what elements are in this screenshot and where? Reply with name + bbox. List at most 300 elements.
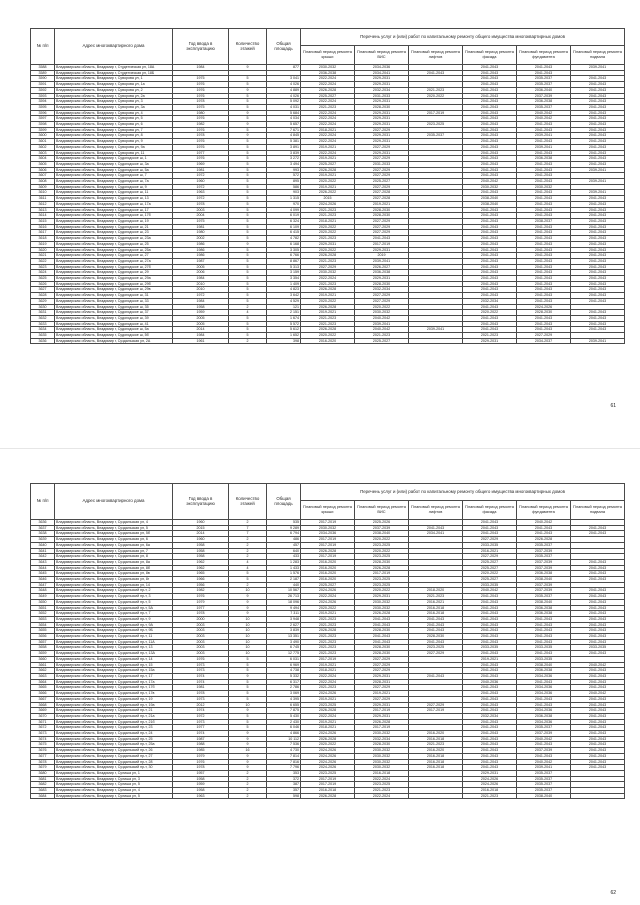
table-row	[31, 622, 625, 628]
cell-foundation-period: 2037-2039	[517, 582, 571, 588]
cell-address: Владимирская область, Владимир г, Суздальский пр-т, 2	[55, 588, 173, 594]
cell-floors: 5	[229, 144, 267, 150]
cell-foundation-period: 2035-2037	[517, 594, 571, 600]
cell-facade-period: 2041-2043	[463, 264, 517, 270]
table-row	[31, 156, 625, 162]
cell-foundation-period: 2041-2043	[517, 161, 571, 167]
table-row	[31, 65, 625, 71]
cell-area: 3 948	[267, 616, 301, 622]
page-number: 62	[610, 890, 616, 896]
cell-num: 3649	[31, 594, 55, 600]
cell-floors: 9	[229, 241, 267, 247]
cell-area: 353	[267, 770, 301, 776]
cell-basement-period: 2041-2043	[571, 673, 625, 679]
cell-roof-period: 2022-2024	[301, 133, 355, 139]
cell-facade-period: 2041-2043	[463, 144, 517, 150]
cell-facade-period: 2020-2022	[463, 571, 517, 577]
cell-basement-period: 2039-2041	[571, 338, 625, 344]
table-row	[31, 287, 625, 293]
cell-address: Владимирская область, Владимир г, Суздальская ул, 4	[55, 520, 173, 526]
cell-foundation-period: 2035-2037	[517, 725, 571, 731]
cell-num: 3621	[31, 253, 55, 259]
cell-facade-period: 2041-2043	[463, 628, 517, 634]
cell-basement-period: 2041-2043	[571, 736, 625, 742]
cell-area: 4 730	[267, 748, 301, 754]
cell-address: Владимирская область, Владимир г, Суздальская ул, 5б	[55, 531, 173, 537]
cell-floors: 2	[229, 776, 267, 782]
cell-lift-period: 2016-2018	[409, 759, 463, 765]
cell-floors: 5	[229, 99, 267, 105]
cell-floors: 5	[229, 173, 267, 179]
cell-floors: 5	[229, 696, 267, 702]
cell-lift-period: 2017-2019	[409, 110, 463, 116]
cell-area: 4 866	[267, 731, 301, 737]
cell-num: 3653	[31, 616, 55, 622]
cell-basement-period: 2041-2043	[571, 224, 625, 230]
table-row	[31, 258, 625, 264]
cell-floors: 5	[229, 190, 267, 196]
cell-floors: 10	[229, 622, 267, 628]
cell-num: 3632	[31, 315, 55, 321]
cell-facade-period: 2041-2043	[463, 605, 517, 611]
cell-floors: 2	[229, 520, 267, 526]
table-row	[31, 99, 625, 105]
cell-vis-period: 2025-2027	[355, 338, 409, 344]
cell-num: 3663	[31, 673, 55, 679]
cell-facade-period: 2041-2043	[463, 76, 517, 82]
cell-roof-period: 2022-2024	[301, 594, 355, 600]
cell-vis-period: 2032-2034	[355, 87, 409, 93]
table-row	[31, 588, 625, 594]
cell-basement-period: 2041-2043	[571, 156, 625, 162]
cell-vis-period: 2040-2042	[355, 315, 409, 321]
cell-roof-period: 2015	[301, 196, 355, 202]
table-row	[31, 577, 625, 583]
cell-year: 1976	[173, 594, 229, 600]
cell-vis-period: 2017-2019	[355, 725, 409, 731]
cell-facade-period: 2033-2035	[463, 582, 517, 588]
cell-year: 1974	[173, 731, 229, 737]
cell-address: Владимирская область, Владимир г, Судогодское ш, 5а	[55, 327, 173, 333]
cell-foundation-period: 2028-2030	[517, 310, 571, 316]
table-body	[31, 520, 625, 799]
table-row	[31, 616, 625, 622]
cell-facade-period: 2038-2040	[463, 196, 517, 202]
cell-foundation-period: 2033-2035	[517, 656, 571, 662]
table-row	[31, 253, 625, 259]
cell-floors: 9	[229, 611, 267, 617]
cell-address: Владимирская область, Владимир г, Суздальский пр-т, 13А	[55, 651, 173, 657]
cell-area: 1 315	[267, 196, 301, 202]
cell-facade-period: 2024-2026	[463, 782, 517, 788]
cell-area: 2 627	[267, 622, 301, 628]
cell-roof-period: 2020-2022	[301, 230, 355, 236]
cell-year: 1976	[173, 656, 229, 662]
cell-vis-period: 2028-2030	[355, 645, 409, 651]
cell-vis-period: 2041-2043	[355, 236, 409, 242]
cell-vis-period: 2027-2029	[355, 144, 409, 150]
cell-floors: 10	[229, 616, 267, 622]
cell-floors: 5	[229, 139, 267, 145]
cell-floors: 2	[229, 788, 267, 794]
cell-facade-period: 2016-2021	[463, 548, 517, 554]
cell-facade-period: 2041-2043	[463, 616, 517, 622]
cell-vis-period: 2027-2029	[355, 218, 409, 224]
cell-num: 3666	[31, 691, 55, 697]
cell-year: 1986	[173, 253, 229, 259]
cell-facade-period: 2041-2043	[463, 82, 517, 88]
cell-area: 4 782	[267, 236, 301, 242]
cell-vis-period: 2029-2031	[355, 713, 409, 719]
cell-vis-period: 2019	[355, 253, 409, 259]
cell-address: Владимирская область, Владимир г, Сулиша ул, 5	[55, 793, 173, 799]
cell-basement-period: 2041-2043	[571, 281, 625, 287]
cell-year: 1975	[173, 104, 229, 110]
cell-area: 4 026	[267, 82, 301, 88]
col-num-header: № п/п	[31, 29, 55, 65]
cell-facade-period: 2041-2043	[463, 765, 517, 771]
cell-roof-period: 2021-2023	[301, 315, 355, 321]
cell-floors: 2	[229, 782, 267, 788]
cell-area: 640	[267, 548, 301, 554]
cell-lift-period: 2021-2023	[409, 87, 463, 93]
cell-vis-period: 2023-2025	[355, 542, 409, 548]
cell-year: 1978	[173, 691, 229, 697]
cell-foundation-period: 2036-2038	[517, 605, 571, 611]
table-row	[31, 230, 625, 236]
cell-roof-period: 2019-2021	[301, 156, 355, 162]
cell-area: 4 395	[267, 696, 301, 702]
cell-address: Владимирская область, Владимир г, Судогодское ш, 37	[55, 310, 173, 316]
cell-basement-period: 2041-2043	[571, 531, 625, 537]
cell-vis-period: 2041-2043	[355, 616, 409, 622]
cell-vis-period: 2027-2029	[355, 685, 409, 691]
cell-foundation-period: 2041-2043	[517, 224, 571, 230]
table-row	[31, 731, 625, 737]
cell-floors: 9	[229, 708, 267, 714]
cell-facade-period: 2041-2043	[463, 327, 517, 333]
cell-num: 3660	[31, 656, 55, 662]
cell-roof-period: 2023-2025	[301, 702, 355, 708]
cell-vis-period: 2029-2031	[355, 133, 409, 139]
cell-foundation-period: 2041-2043	[517, 622, 571, 628]
cell-vis-period: 2029-2031	[355, 247, 409, 253]
cell-vis-period: 2039-2041	[355, 258, 409, 264]
cell-basement-period: 2040-2042	[571, 691, 625, 697]
cell-foundation-period: 2041-2043	[517, 179, 571, 185]
cell-basement-period: 2041-2043	[571, 628, 625, 634]
cell-vis-period: 2027-2028	[355, 190, 409, 196]
cell-num: 3612	[31, 201, 55, 207]
cell-roof-period: 2020-2022	[301, 742, 355, 748]
cell-facade-period: 2041-2043	[463, 719, 517, 725]
cell-year: 1980	[173, 110, 229, 116]
capital-repair-table	[30, 28, 625, 344]
cell-address: Владимирская область, Владимир г, Судогодское ш, 29а	[55, 276, 173, 282]
cell-vis-period: 2017-2019	[355, 571, 409, 577]
cell-floors: 5	[229, 179, 267, 185]
cell-vis-period: 2027-2029	[355, 293, 409, 299]
cell-foundation-period: 2041-2043	[517, 531, 571, 537]
cell-floors: 5	[229, 315, 267, 321]
cell-address: Владимирская область, Владимир г, Судогодское ш, 29б	[55, 281, 173, 287]
cell-basement-period: 2041-2043	[571, 310, 625, 316]
cell-year: 1972	[173, 713, 229, 719]
cell-roof-period: 2020-2022	[301, 298, 355, 304]
cell-year: 1974	[173, 673, 229, 679]
cell-num: 3651	[31, 605, 55, 611]
cell-facade-period: 2038-2040	[463, 201, 517, 207]
cell-facade-period: 2020-2022	[463, 310, 517, 316]
cell-roof-period: 2030-2032	[301, 270, 355, 276]
cell-num: 3628	[31, 293, 55, 299]
cell-roof-period: 2021-2023	[301, 213, 355, 219]
cell-num: 3602	[31, 144, 55, 150]
table-row	[31, 520, 625, 526]
cell-address: Владимирская область, Владимир г, Судогодское ш, 7	[55, 173, 173, 179]
cell-address: Владимирская область, Владимир г, Сулиша ул, 5	[55, 782, 173, 788]
cell-roof-period: 2026-2028	[301, 87, 355, 93]
cell-basement-period: 2041-2043	[571, 133, 625, 139]
cell-area: 970	[267, 201, 301, 207]
cell-year: 2010	[173, 287, 229, 293]
cell-address: Владимирская область, Владимир г, Суздальский пр-т, 5А	[55, 605, 173, 611]
cell-roof-period: 2020-2022	[301, 605, 355, 611]
cell-year: 1978	[173, 201, 229, 207]
cell-area: 4 738	[267, 668, 301, 674]
cell-basement-period: 2041-2043	[571, 110, 625, 116]
cell-vis-period: 2028-2030	[355, 651, 409, 657]
cell-num: 3652	[31, 611, 55, 617]
cell-address: Владимирская область, Владимир г, Суздальский пр-т, 19а	[55, 702, 173, 708]
cell-year: 1981	[173, 224, 229, 230]
cell-vis-period: 2029-2031	[355, 99, 409, 105]
table-row	[31, 315, 625, 321]
cell-roof-period: 2022-2024	[301, 110, 355, 116]
cell-num: 3592	[31, 87, 55, 93]
cell-vis-period: 2020-2022	[355, 537, 409, 543]
cell-area: 3 494	[267, 161, 301, 167]
cell-address: Владимирская область, Владимир г, Судогодское ш, 9	[55, 184, 173, 190]
cell-address: Владимирская область, Владимир г, Судогодское ш, 17а	[55, 201, 173, 207]
cell-address: Владимирская область, Владимир г, Суздальский пр-т, 9Б	[55, 628, 173, 634]
cell-foundation-period: 2039-2041	[517, 144, 571, 150]
cell-area: 3 069	[267, 691, 301, 697]
cell-floors: 4	[229, 559, 267, 565]
cell-year: 1963	[173, 190, 229, 196]
cell-lift-period: 2039-2041	[409, 327, 463, 333]
cell-floors: 5	[229, 571, 267, 577]
cell-address: Владимирская область, Владимир г, Суздальский пр-т, 13	[55, 645, 173, 651]
cell-address: Владимирская область, Владимир г, Суздальская ул, 7	[55, 548, 173, 554]
cell-vis-period: 2027-2029	[355, 696, 409, 702]
col-area-header: Общая площадь	[267, 484, 301, 520]
cell-num: 3643	[31, 559, 55, 565]
cell-roof-period: 2021-2023	[301, 321, 355, 327]
cell-floors: 5	[229, 230, 267, 236]
cell-basement-period: 2041-2043	[571, 702, 625, 708]
cell-vis-period: 2027-2029	[355, 184, 409, 190]
cell-area: 3 490	[267, 639, 301, 645]
cell-vis-period: 2029-2031	[355, 82, 409, 88]
cell-facade-period: 2041-2043	[463, 241, 517, 247]
cell-basement-period: 2041-2043	[571, 605, 625, 611]
cell-floors: 9	[229, 673, 267, 679]
cell-area: 6 168	[267, 241, 301, 247]
cell-vis-period: 2037-2039	[355, 525, 409, 531]
cell-basement-period: 2041-2043	[571, 87, 625, 93]
cell-floors: 9	[229, 742, 267, 748]
cell-year: 1958	[173, 304, 229, 310]
cell-year: 1984	[173, 333, 229, 339]
cell-basement-period: 2041-2043	[571, 196, 625, 202]
cell-foundation-period: 2040-2042	[517, 736, 571, 742]
cell-foundation-period: 2037-2039	[517, 93, 571, 99]
cell-vis-period: 2030-2032	[355, 759, 409, 765]
cell-lift-period: 2041-2043	[409, 70, 463, 76]
cell-basement-period: 2041-2043	[571, 144, 625, 150]
table-row	[31, 161, 625, 167]
cell-area: 5 092	[267, 99, 301, 105]
cell-num: 3642	[31, 554, 55, 560]
cell-num: 3655	[31, 628, 55, 634]
cell-area: 535	[267, 520, 301, 526]
cell-facade-period: 2041-2043	[463, 224, 517, 230]
cell-vis-period: 2032-2034	[355, 287, 409, 293]
cell-address: Владимирская область, Владимир г, Суздальский пр-т, 30	[55, 765, 173, 771]
cell-floors: 2	[229, 304, 267, 310]
cell-facade-period: 2041-2043	[463, 276, 517, 282]
cell-vis-period: 2031-2033	[355, 161, 409, 167]
cell-roof-period: 2021-2023	[301, 651, 355, 657]
cell-num: 3630	[31, 304, 55, 310]
col-year-header: Год ввода в эксплуатацию	[173, 29, 229, 65]
cell-facade-period: 2041-2043	[463, 696, 517, 702]
table-row	[31, 685, 625, 691]
cell-year: 1984	[173, 298, 229, 304]
cell-num: 3615	[31, 218, 55, 224]
cell-address: Владимирская область, Владимир г, Судогодское ш, 23	[55, 230, 173, 236]
cell-facade-period: 2033-2035	[463, 645, 517, 651]
cell-area: 5 381	[267, 139, 301, 145]
cell-facade-period: 2021-2023	[463, 793, 517, 799]
cell-lift-period: 2016-2021	[409, 599, 463, 605]
cell-year: 1962	[173, 565, 229, 571]
cell-vis-period: 2041-2043	[355, 622, 409, 628]
cell-foundation-period: 2041-2043	[517, 258, 571, 264]
cell-floors: 5	[229, 656, 267, 662]
table-row	[31, 582, 625, 588]
cell-vis-period: 2028-2030	[355, 742, 409, 748]
cell-foundation-period: 2041-2043	[517, 241, 571, 247]
table-row	[31, 599, 625, 605]
cell-num: 3622	[31, 258, 55, 264]
cell-year: 2005	[173, 315, 229, 321]
table-row	[31, 139, 625, 145]
cell-address: Владимирская область, Владимир г, Суздальский пр-т, 26	[55, 748, 173, 754]
cell-roof-period: 2025-2027	[301, 582, 355, 588]
cell-floors: 5	[229, 293, 267, 299]
cell-floors: 5	[229, 224, 267, 230]
cell-address: Владимирская область, Владимир г, Суздальская ул, 8в	[55, 571, 173, 577]
table-row	[31, 691, 625, 697]
cell-area: 372	[267, 776, 301, 782]
cell-num: 3614	[31, 213, 55, 219]
cell-floors: 5	[229, 161, 267, 167]
cell-area: 10 112	[267, 736, 301, 742]
cell-vis-period: 2027-2029	[355, 230, 409, 236]
cell-lift-period: 2034-2041	[409, 531, 463, 537]
cell-address: Владимирская область, Владимир г, Студенческая ул, 18А	[55, 65, 173, 71]
cell-address: Владимирская область, Владимир г, Суворова ул, 2а	[55, 93, 173, 99]
table-row	[31, 634, 625, 640]
cell-area: 6 317	[267, 679, 301, 685]
cell-address: Владимирская область, Владимир г, Суворова ул, 1а	[55, 82, 173, 88]
cell-year: 1984	[173, 276, 229, 282]
cell-basement-period: 2041-2043	[571, 104, 625, 110]
cell-roof-period: 2024-2026	[301, 731, 355, 737]
cell-vis-period: 2028-2030	[355, 281, 409, 287]
cell-num: 3607	[31, 173, 55, 179]
cell-basement-period: 2041-2043	[571, 150, 625, 156]
cell-roof-period: 2017-2019	[301, 782, 355, 788]
table-row	[31, 554, 625, 560]
cell-area: 12 775	[267, 651, 301, 657]
cell-basement-period	[571, 793, 625, 799]
table-header	[31, 484, 625, 520]
cell-year: 1958	[173, 776, 229, 782]
cell-address: Владимирская область, Владимир г, Судогодское ш, 17б	[55, 213, 173, 219]
cell-roof-period: 2024-2026	[301, 759, 355, 765]
cell-vis-period: 2040-2042	[355, 327, 409, 333]
cell-num: 3618	[31, 236, 55, 242]
cell-roof-period: 2026-2028	[301, 253, 355, 259]
cell-roof-period: 2021-2023	[301, 645, 355, 651]
table-row	[31, 87, 625, 93]
cell-basement-period: 2041-2043	[571, 559, 625, 565]
cell-basement-period: 2041-2043	[571, 298, 625, 304]
cell-lift-period: 2023-2025	[409, 122, 463, 128]
cell-address: Владимирская область, Владимир г, Суздальский пр-т, 19	[55, 696, 173, 702]
cell-address: Владимирская область, Владимир г, Судогодское ш, 27а	[55, 258, 173, 264]
cell-foundation-period: 2030-2032	[517, 184, 571, 190]
cell-floors: 5	[229, 218, 267, 224]
table-row	[31, 213, 625, 219]
cell-year: 2014	[173, 327, 229, 333]
cell-facade-period: 2041-2043	[463, 599, 517, 605]
cell-roof-period: 2019-2021	[301, 184, 355, 190]
cell-roof-period: 2016-2020	[301, 559, 355, 565]
table-row	[31, 713, 625, 719]
cell-floors: 5	[229, 685, 267, 691]
cell-roof-period: 2016-2020	[301, 577, 355, 583]
cell-roof-period: 2019-2021	[301, 662, 355, 668]
cell-area: 3 305	[267, 247, 301, 253]
cell-facade-period: 2041-2043	[463, 668, 517, 674]
cell-basement-period: 2039-2041	[571, 65, 625, 71]
cell-facade-period: 2041-2043	[463, 293, 517, 299]
cell-lift-period: 2023-2025	[409, 645, 463, 651]
cell-num: 3588	[31, 65, 55, 71]
cell-year: 1978	[173, 765, 229, 771]
cell-lift-period: 2041-2043	[409, 616, 463, 622]
cell-year: 1976	[173, 82, 229, 88]
cell-facade-period: 2041-2043	[463, 258, 517, 264]
cell-num: 3670	[31, 713, 55, 719]
cell-facade-period: 2041-2043	[463, 702, 517, 708]
cell-address: Владимирская область, Владимир г, Суздальский пр-т, 21б	[55, 719, 173, 725]
cell-lift-period: 2016-2018	[409, 736, 463, 742]
